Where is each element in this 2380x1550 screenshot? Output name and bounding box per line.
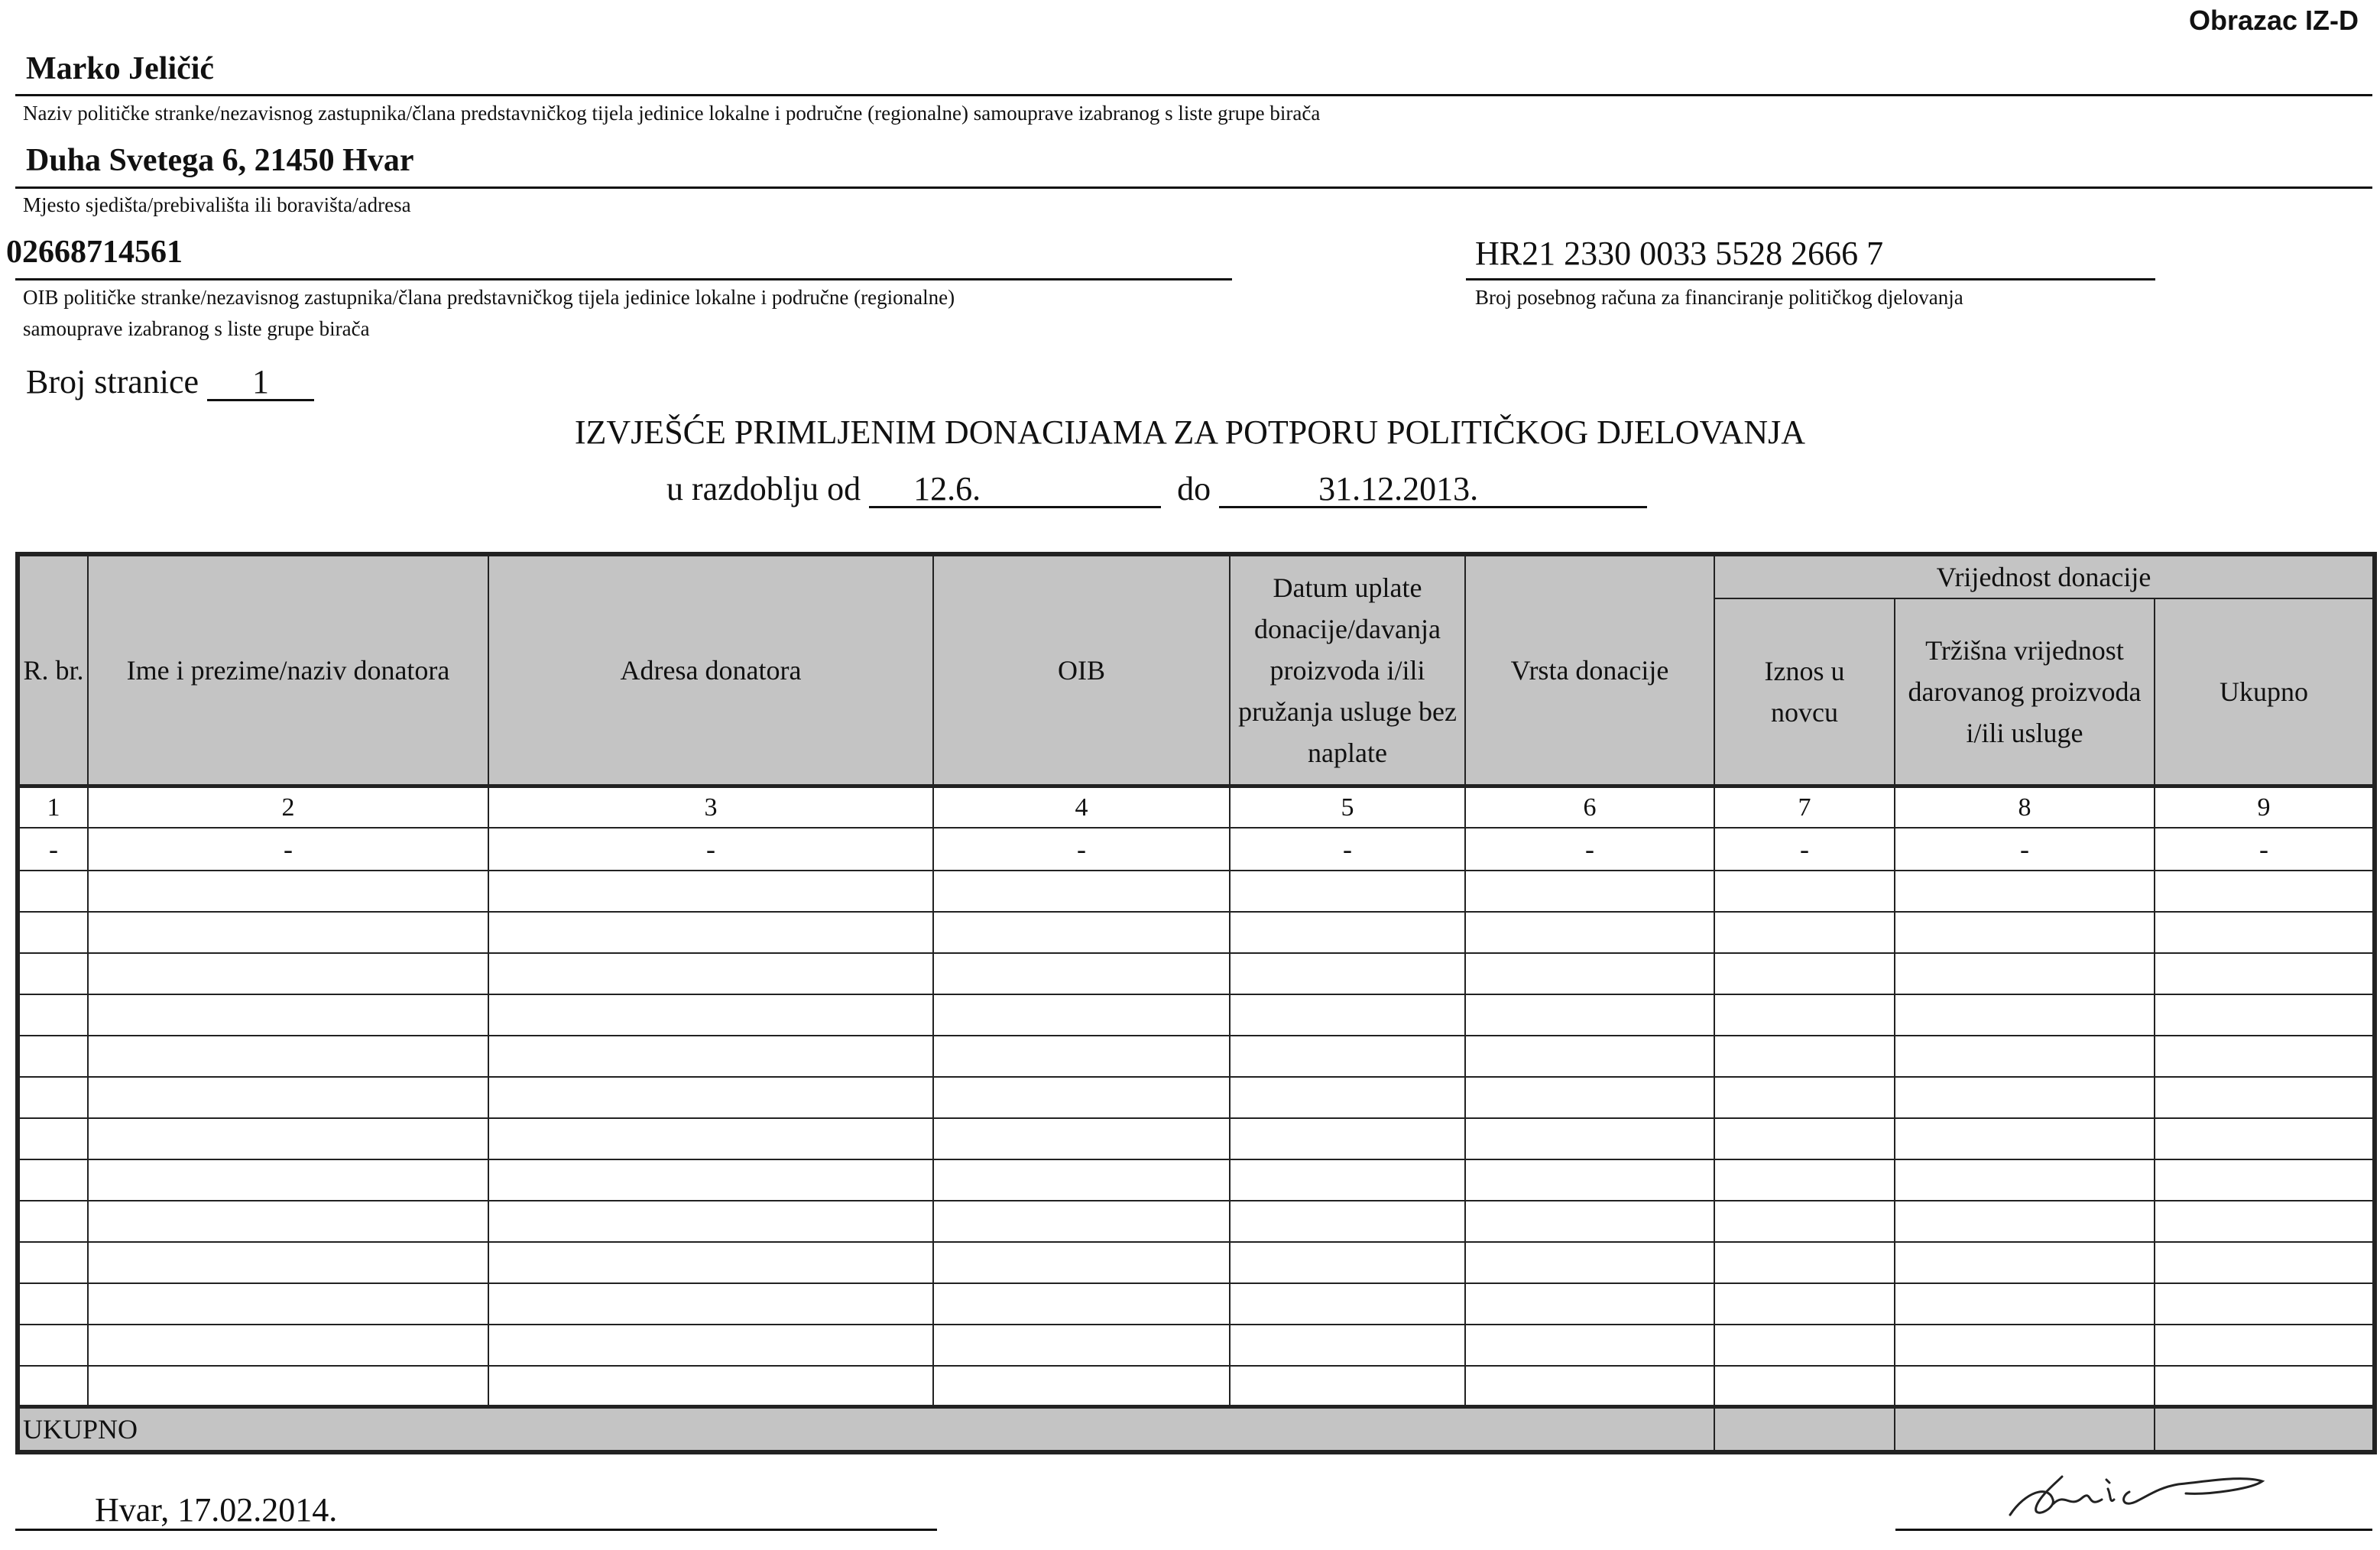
table-cell xyxy=(2155,1366,2375,1407)
table-cell xyxy=(88,1242,488,1283)
divider xyxy=(1466,278,2155,280)
period-prefix: u razdoblju od xyxy=(666,470,861,507)
donations-table xyxy=(15,552,2377,1454)
column-number: 9 xyxy=(2155,786,2375,828)
table-cell xyxy=(1714,1077,1895,1118)
table-cell xyxy=(1714,1242,1895,1283)
column-number: 3 xyxy=(488,786,933,828)
party-name-label: Naziv političke stranke/nezavisnog zastupnika/člana predstavničkog tijela jedinice lokalne i područne (regionalne) samouprave izabranog s liste grupe birača xyxy=(23,102,1321,125)
table-cell xyxy=(18,1283,88,1325)
table-cell xyxy=(18,1201,88,1242)
table-cell xyxy=(1895,1242,2155,1283)
table-cell xyxy=(18,1366,88,1407)
table-cell xyxy=(488,1077,933,1118)
table-cell xyxy=(2155,1159,2375,1201)
table-cell xyxy=(1895,871,2155,912)
table-cell xyxy=(1230,1366,1465,1407)
signature-line xyxy=(1895,1529,2372,1531)
table-cell xyxy=(2155,1283,2375,1325)
table-row xyxy=(18,1159,2375,1201)
column-number: 5 xyxy=(1230,786,1465,828)
table-cell xyxy=(18,871,88,912)
table-cell xyxy=(488,1201,933,1242)
column-number: 8 xyxy=(1895,786,2155,828)
table-cell xyxy=(1895,994,2155,1036)
header-donation-value: Vrijednost donacije xyxy=(1714,554,2375,598)
table-cell xyxy=(1230,1201,1465,1242)
table-cell xyxy=(1465,1366,1714,1407)
table-cell: - xyxy=(2155,828,2375,871)
table-cell xyxy=(88,1366,488,1407)
total-row xyxy=(18,1407,2375,1453)
table-cell: - xyxy=(1714,828,1895,871)
table-cell xyxy=(488,1118,933,1159)
table-cell xyxy=(1230,1036,1465,1077)
table-cell xyxy=(1465,912,1714,953)
table-row xyxy=(18,1077,2375,1118)
table-cell xyxy=(2155,1325,2375,1366)
place-date: Hvar, 17.02.2014. xyxy=(95,1491,338,1529)
table-cell: - xyxy=(88,828,488,871)
table-cell xyxy=(1230,1118,1465,1159)
table-cell xyxy=(88,1201,488,1242)
table-cell: - xyxy=(933,828,1230,871)
table-cell xyxy=(88,1283,488,1325)
period-to: 31.12.2013. xyxy=(1219,472,1647,508)
table-cell xyxy=(1895,1036,2155,1077)
table-row xyxy=(18,1283,2375,1325)
header-oib: OIB xyxy=(933,554,1230,786)
header-total: Ukupno xyxy=(2155,598,2375,786)
table-cell xyxy=(88,1325,488,1366)
column-number: 2 xyxy=(88,786,488,828)
table-cell xyxy=(88,953,488,994)
party-name: Marko Jeličić xyxy=(26,51,215,86)
divider xyxy=(15,94,2372,96)
table-row xyxy=(18,1242,2375,1283)
table-cell xyxy=(1714,871,1895,912)
table-cell xyxy=(1714,994,1895,1036)
table-cell xyxy=(1230,871,1465,912)
table-cell xyxy=(1230,912,1465,953)
table-cell xyxy=(1465,1036,1714,1077)
table-cell xyxy=(1714,1201,1895,1242)
table-row xyxy=(18,1036,2375,1077)
table-cell xyxy=(18,1159,88,1201)
table-cell xyxy=(1895,912,2155,953)
table-cell xyxy=(1895,1118,2155,1159)
place-date-line xyxy=(15,1529,937,1531)
table-cell xyxy=(1895,1159,2155,1201)
table-row xyxy=(18,1366,2375,1407)
table-cell xyxy=(88,912,488,953)
column-number: 6 xyxy=(1465,786,1714,828)
period-to-word: do xyxy=(1177,470,1211,507)
table-cell xyxy=(488,1283,933,1325)
table-cell xyxy=(1230,1242,1465,1283)
table-cell xyxy=(933,953,1230,994)
table-cell xyxy=(88,1159,488,1201)
party-oib-label: OIB političke stranke/nezavisnog zastupnika/člana predstavničkog tijela jedinice lokalne i područne (regionalne) xyxy=(23,286,955,309)
period-from: 12.6. xyxy=(869,472,1161,508)
signature xyxy=(1980,1461,2316,1535)
table-cell xyxy=(933,1366,1230,1407)
table-cell xyxy=(1465,1159,1714,1201)
table-cell xyxy=(488,1366,933,1407)
party-account: HR21 2330 0033 5528 2666 7 xyxy=(1475,235,1884,272)
table-cell xyxy=(488,1036,933,1077)
table-cell xyxy=(2155,1118,2375,1159)
party-address: Duha Svetega 6, 21450 Hvar xyxy=(26,143,414,178)
report-period xyxy=(666,469,1647,508)
table-cell xyxy=(933,1159,1230,1201)
table-cell xyxy=(488,994,933,1036)
table-row xyxy=(18,828,2375,871)
page-number-label: Broj stranice xyxy=(26,363,199,400)
table-cell xyxy=(933,1077,1230,1118)
table-cell xyxy=(1465,1077,1714,1118)
page-number-line xyxy=(26,362,314,401)
table-cell xyxy=(1895,953,2155,994)
table-cell xyxy=(88,871,488,912)
table-cell xyxy=(488,871,933,912)
table-cell xyxy=(488,953,933,994)
table-cell xyxy=(1465,1201,1714,1242)
total-label: UKUPNO xyxy=(18,1407,1714,1453)
header-donor-name: Ime i prezime/naziv donatora xyxy=(88,554,488,786)
table-cell xyxy=(1895,1077,2155,1118)
party-account-label: Broj posebnog računa za financiranje političkog djelovanja xyxy=(1475,286,1963,309)
column-number-row xyxy=(18,786,2375,828)
table-cell xyxy=(933,1325,1230,1366)
divider xyxy=(15,186,2372,189)
total-market xyxy=(1895,1407,2155,1453)
table-cell: - xyxy=(1230,828,1465,871)
table-cell xyxy=(1895,1325,2155,1366)
header-rbr: R. br. xyxy=(18,554,88,786)
table-cell xyxy=(18,912,88,953)
table-cell xyxy=(18,953,88,994)
table-cell xyxy=(1230,1325,1465,1366)
table-cell xyxy=(18,1036,88,1077)
table-cell xyxy=(18,1077,88,1118)
header-donation-type: Vrsta donacije xyxy=(1465,554,1714,786)
table-cell xyxy=(1230,1283,1465,1325)
table-cell xyxy=(933,994,1230,1036)
table-cell xyxy=(933,1118,1230,1159)
table-cell xyxy=(18,994,88,1036)
table-cell xyxy=(2155,1077,2375,1118)
table-cell xyxy=(1465,1242,1714,1283)
table-cell xyxy=(933,1201,1230,1242)
table-cell xyxy=(933,1036,1230,1077)
table-cell xyxy=(1714,953,1895,994)
table-cell xyxy=(1714,1118,1895,1159)
column-number: 1 xyxy=(18,786,88,828)
table-cell xyxy=(1714,1036,1895,1077)
table-cell: - xyxy=(488,828,933,871)
report-title: IZVJEŠĆE PRIMLJENIM DONACIJAMA ZA POTPORU POLITIČKOG DJELOVANJA xyxy=(574,413,1806,451)
table-row xyxy=(18,953,2375,994)
table-row xyxy=(18,1118,2375,1159)
table-cell: - xyxy=(1895,828,2155,871)
header-cash-amount: Iznos u novcu xyxy=(1714,598,1895,786)
table-row xyxy=(18,871,2375,912)
divider xyxy=(15,278,1232,280)
header-date: Datum uplate donacije/davanja proizvoda i/ili pružanja usluge bez naplate xyxy=(1230,554,1465,786)
table-cell xyxy=(1465,953,1714,994)
page-number-value: 1 xyxy=(207,365,314,401)
table-cell xyxy=(18,1325,88,1366)
table-row xyxy=(18,994,2375,1036)
table-cell xyxy=(2155,994,2375,1036)
table-cell xyxy=(1230,953,1465,994)
header-market-value: Tržišna vrijednost darovanog proizvoda i/ili usluge xyxy=(1895,598,2155,786)
table-cell xyxy=(1895,1201,2155,1242)
table-cell: - xyxy=(1465,828,1714,871)
table-cell xyxy=(933,1283,1230,1325)
table-cell xyxy=(1714,1366,1895,1407)
table-cell xyxy=(1230,1159,1465,1201)
party-oib: 02668714561 xyxy=(6,235,183,270)
party-address-label: Mjesto sjedišta/prebivališta ili boravišta/adresa xyxy=(23,193,411,216)
table-cell xyxy=(488,1242,933,1283)
table-row xyxy=(18,1325,2375,1366)
table-cell xyxy=(2155,871,2375,912)
table-cell xyxy=(1230,994,1465,1036)
table-cell: - xyxy=(18,828,88,871)
table-cell xyxy=(88,1118,488,1159)
table-row xyxy=(18,912,2375,953)
table-cell xyxy=(88,1077,488,1118)
header-donor-address: Adresa donatora xyxy=(488,554,933,786)
table-cell xyxy=(1465,994,1714,1036)
table-cell xyxy=(933,1242,1230,1283)
table-cell xyxy=(488,912,933,953)
table-cell xyxy=(488,1325,933,1366)
party-oib-label-2: samouprave izabranog s liste grupe birača xyxy=(23,317,370,340)
total-cash xyxy=(1714,1407,1895,1453)
table-cell xyxy=(933,871,1230,912)
table-cell xyxy=(1714,1325,1895,1366)
table-cell xyxy=(2155,1036,2375,1077)
table-cell xyxy=(1714,1283,1895,1325)
table-cell xyxy=(1465,1325,1714,1366)
table-cell xyxy=(1714,1159,1895,1201)
table-cell xyxy=(18,1118,88,1159)
column-number: 4 xyxy=(933,786,1230,828)
table-cell xyxy=(2155,1201,2375,1242)
table-cell xyxy=(1895,1283,2155,1325)
table-cell xyxy=(1230,1077,1465,1118)
table-cell xyxy=(1895,1366,2155,1407)
column-number: 7 xyxy=(1714,786,1895,828)
table-cell xyxy=(1465,1118,1714,1159)
form-code: Obrazac IZ-D xyxy=(2188,5,2359,36)
table-cell xyxy=(488,1159,933,1201)
table-cell xyxy=(2155,912,2375,953)
table-cell xyxy=(2155,953,2375,994)
table-cell xyxy=(1465,1283,1714,1325)
total-sum xyxy=(2155,1407,2375,1453)
table-cell xyxy=(2155,1242,2375,1283)
table-cell xyxy=(88,994,488,1036)
table-cell xyxy=(18,1242,88,1283)
table-cell xyxy=(933,912,1230,953)
table-row xyxy=(18,1201,2375,1242)
table-cell xyxy=(88,1036,488,1077)
table-cell xyxy=(1465,871,1714,912)
table-cell xyxy=(1714,912,1895,953)
